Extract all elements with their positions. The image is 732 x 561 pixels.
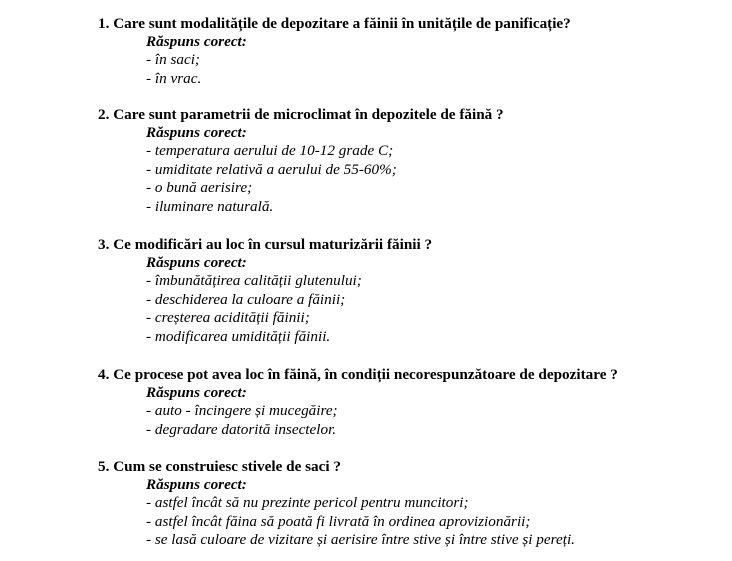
question-3-answer-list xyxy=(146,272,362,346)
question-4-text: 4. Ce procese pot avea loc în făină, în condiții necorespunzătoare de depozitare ? xyxy=(98,366,618,383)
question-2-answer-list xyxy=(146,142,397,216)
question-5-answer-heading: Răspuns corect: xyxy=(146,476,247,493)
question-1-answer-list xyxy=(146,51,201,88)
answer-item: - modificarea umidității făinii. xyxy=(146,327,331,345)
answer-item: - degradare datorită insectelor. xyxy=(146,420,337,438)
answer-item: - astfel încât făina să poată fi livrată în ordinea aprovizionării; xyxy=(146,512,531,530)
question-1-answer-heading: Răspuns corect: xyxy=(146,33,247,50)
question-5-text: 5. Cum se construiesc stivele de saci ? xyxy=(98,458,341,475)
answer-item: - temperatura aerului de 10-12 grade C; xyxy=(146,142,394,159)
question-4-answer-list xyxy=(146,402,338,439)
question-4-answer-heading: Răspuns corect: xyxy=(146,384,247,401)
question-2-answer-heading: Răspuns corect: xyxy=(146,124,247,141)
answer-item: - îmbunătățirea calității glutenului; xyxy=(146,272,362,289)
answer-item: - iluminare naturală. xyxy=(146,197,274,215)
question-2-text: 2. Care sunt parametrii de microclimat în depozitele de făină ? xyxy=(98,106,504,123)
answer-item: - creșterea acidității făinii; xyxy=(146,309,310,327)
answer-item: - o bună aerisire; xyxy=(146,179,253,197)
answer-item: - umiditate relativă a aerului de 55-60%; xyxy=(146,160,397,178)
answer-item: - deschiderea la culoare a făinii; xyxy=(146,290,346,308)
answer-item: - în saci; xyxy=(146,51,200,68)
question-5-answer-list xyxy=(146,494,575,550)
question-1-text: 1. Care sunt modalitățile de depozitare a făinii în unitățile de panificație? xyxy=(98,15,571,32)
answer-item: - în vrac. xyxy=(146,69,202,87)
answer-item: - astfel încât să nu prezinte pericol pentru muncitori; xyxy=(146,494,469,511)
question-3-answer-heading: Răspuns corect: xyxy=(146,254,247,271)
answer-item: - auto - încingere și mucegăire; xyxy=(146,402,338,419)
answer-item: - se lasă culoare de vizitare și aerisire între stive și între stive și pereți. xyxy=(146,531,575,549)
question-3-text: 3. Ce modificări au loc în cursul maturizării făinii ? xyxy=(98,236,433,253)
